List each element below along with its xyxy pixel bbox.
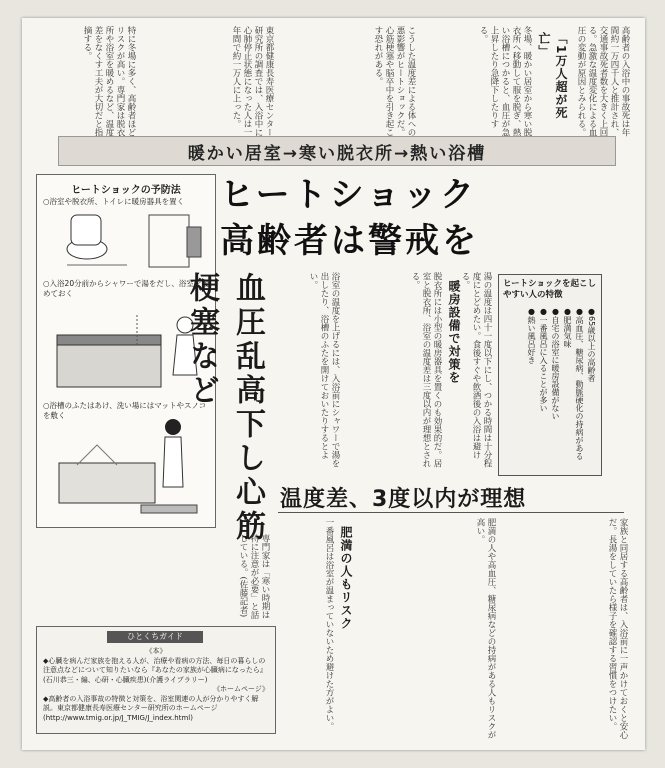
article-column: 専門家は「寒い時期は特に注意が必要」と話している。(佐藤記者): [238, 534, 270, 619]
headline-line-1: ヒートショック: [220, 175, 477, 215]
article-column: 肥満の人や高血圧、糖尿病などの持病がある人もリスクが高い。: [475, 518, 496, 739]
risk-box-title: ヒートショックを起こしやすい人の特徴: [503, 279, 596, 300]
temperature-heading: 温度差、3度以内が理想: [280, 487, 527, 512]
article-column: 浴室の温度を上げるには、入浴前にシャワーで湯を出したり、浴槽のふたを開けておいたりするとよい。: [308, 272, 340, 468]
tip-tub: ○浴槽のふたはあけ、洗い場にはマットやスノコを敷く: [43, 401, 207, 420]
tip-heater: ○浴室や脱衣所、トイレに暖房器具を置く: [43, 197, 185, 206]
risk-item: ●一番風呂に入ることが多い: [539, 307, 548, 412]
tip-shower: ○入浴20分前からシャワーで湯をだし、浴室を暖めておく: [43, 279, 209, 298]
guide-box: [36, 626, 276, 734]
band-text: 暖かい居室→寒い脱衣所→熱い浴槽: [187, 143, 487, 164]
article-column: 冬場、暖かい居室から寒い脱衣所へ移動して服を脱ぎ、熱い浴槽につかると、血圧が急上昇したり急降下したりする。: [478, 26, 532, 137]
risk-item: ●熱い風呂好き: [527, 307, 536, 364]
risk-factors-box: [498, 274, 602, 476]
guide-box-title: ひとくちガイド: [107, 631, 203, 643]
article-column: 湯の温度は四十一度以下にし、つかる時間は十分程度にとどめたい。食後すぐや飲酒後の入浴は避ける。: [460, 272, 492, 468]
risk-item: ●肥満気味: [563, 307, 572, 348]
article-column: 東京都健康長寿医療センター研究所の調査では、入浴中に心肺停止状態になった人は一年間で約一万人に上った。: [231, 26, 274, 137]
guide-text: ◆高齢者の入浴事故の特徴と対策を、浴室関連の人が分かりやすく解説。東京都健康長寿医療センター研究所のホームページ: [43, 694, 259, 712]
risk-item: ●高血圧、糖尿病、動脈硬化の持病がある: [575, 307, 584, 460]
article-subhead: 肥満の人もリスク: [339, 526, 353, 630]
article-column: 一番風呂は浴室が温まっていないため避けた方がよい。: [324, 518, 334, 731]
risk-item: ●65歳以上の高齢者: [587, 307, 596, 383]
article-column: 家族と同居する高齢者は、入浴前に一声かけておくと安心だ。長湯をしていたら様子を確認する習慣をつけたい。: [607, 518, 628, 739]
article-subhead: 暖房設備で対策を: [447, 280, 461, 384]
article-column: こうした温度差による体への悪影響がヒートショックだ。心筋梗塞や脳卒中を引き起こす恐れがある。: [373, 26, 416, 137]
headline-band: [58, 136, 616, 166]
illustration-title: ヒートショックの予防法: [71, 185, 181, 196]
article-column: 脱衣所には小型の暖房器具を置くのも効果的だ。居室と脱衣所、浴室の温度差は三度以内が理想とされる。: [410, 272, 442, 468]
vertical-subheadline: 血圧乱高下し心筋梗塞など: [184, 272, 265, 544]
divider: [278, 512, 624, 513]
article-column: 高齢者の入浴中の事故死は年間約一万四千人と推計され、交通事故死者数を大きく上回る。急激な温度変化による血圧の変動が原因とみられる。: [576, 26, 630, 137]
guide-tag: 《本》: [145, 647, 167, 655]
article-subhead: 「1万人超が死亡」: [537, 32, 568, 120]
guide-text: ◆心臓を病んだ家族を抱える人が、治療や看病の方法、毎日の暮らしの注意点などについて知りたいなら『あなたの家族が心臓病になったら』(石川恭三・編、心研・心臓疾患)(介護ライブラリー): [43, 656, 267, 684]
newspaper-page: [22, 18, 645, 750]
guide-box-body: [43, 647, 269, 723]
risk-item: ●自宅の浴室に暖房設備がない: [551, 307, 560, 420]
guide-url: (http://www.tmig.or.jp/J_TMIG/J_index.html): [43, 713, 193, 722]
article-column: 特に冬場に多く、高齢者ほどリスクが高い。専門家は脱衣所や浴室を暖めるなど、温度差をなくす工夫が大切だと指摘する。: [82, 26, 136, 137]
main-headline: [220, 172, 512, 264]
headline-line-2: 高齢者は警戒を: [220, 221, 479, 261]
guide-tag: 《ホームページ》: [213, 685, 269, 693]
risk-items-list: [503, 307, 597, 471]
